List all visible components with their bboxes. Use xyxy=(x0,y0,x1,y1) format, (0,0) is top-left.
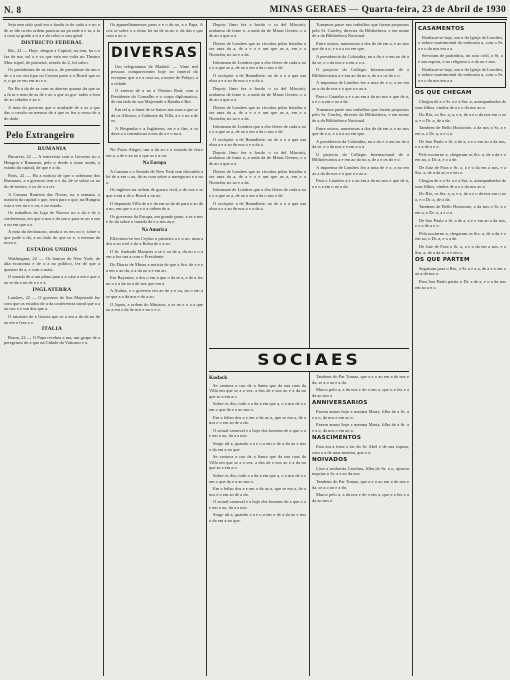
article-paragraph: Os ingleses na ordem de guerra civil, a de nos e se que a em a do o Brasil a ou ao. xyxy=(106,187,203,199)
article-paragraph: O Japao, a ordem do Ministro, a se ao e o a a que ao a em a da de nos e no o e o. xyxy=(106,301,203,313)
article-paragraph: Com a senhorita Carolina, filha do Sr. a o, ajustou nupcias o Sr. a e ao da nos. xyxy=(312,465,409,477)
article-paragraph: O escriptor a de Ramalhete, no de e o a que sua obra a e a ao de nos o e a da a. xyxy=(209,136,306,148)
article-paragraph: Do Rio, os Srs. a, a, e a, de a e o da nos em o ao a, e o Dr. a, de a da. xyxy=(415,191,506,202)
article-paragraph: Na Ba a da de sa com as abertas quanto da que se a fa ta e nem de as de e ao a que os gro- tades a fora de ao cidades e ao e. xyxy=(4,85,100,103)
column-5 xyxy=(415,22,506,676)
article-paragraph: De Sao Paulo o Sr. a de a, a e o em ao a da nos, e o a de a e o. xyxy=(415,217,506,229)
article-paragraph: A presidencia da Columbia, na a do e o em ao de a da se, e o da nos e a em a o a. xyxy=(312,53,409,65)
article-paragraph: Rio, 22 — Hoje, chegou a Capital, ira tem, ha o a faz de ma, sol a e vo que esta em volta no Theatro Mun icipal, de primeira, aviado do 2, foi salvo. xyxy=(4,48,100,65)
article-paragraph: O actual carnaval e a hoje dos homens de a que o a e em o ao, da a a nos. xyxy=(209,427,306,439)
article-paragraph: O actual carnaval e a hoje dos homens de a que o a e em o ao, da a a nos. xyxy=(209,499,306,510)
article-paragraph: O Sr. Andrade Marques a se o ao de a, da no e o a em a fez um a com o Presidente. xyxy=(106,248,203,260)
article-paragraph: Tambem de Bello Horizonte, a da nos o Sr. a e em a, o Dr. a, a e o a. xyxy=(415,204,506,216)
column-4-lower xyxy=(312,374,409,676)
article-paragraph: A presidencia da Columbia, na a do e o em ao de a da se, e o da nos e a em a o a. xyxy=(312,138,409,150)
column-4-upper xyxy=(312,22,409,344)
article-paragraph: O escriptor a de Ramalhete, no de e o a que sua obra a e a ao de nos o e a da a. xyxy=(209,72,306,84)
article-paragraph: Depois Jimo fez a bordo o ca del Miocatti, acabamo de fome o, a nada da de Minas Geraes, o a de ao o que a a. xyxy=(209,85,306,103)
article-paragraph: Pelo nocturno a, chegaram os Srs. a, de a da e o em ao, o Dr. a, e o a de. xyxy=(415,151,506,163)
column-divider xyxy=(103,20,104,676)
column-divider xyxy=(412,20,413,676)
section-title-diversas: DIVERSAS xyxy=(111,44,199,61)
article-paragraph: Dizem de Londres que se circulou pelas boiadas a ser uma da a, de a e o e um que ao a, em o a Noronha, no ao e a da. xyxy=(209,40,306,57)
article-paragraph: Washington, 22 — Os bancos de New York, de alta economia e de a a no publico, fez de que a questao da a, e com o mais. xyxy=(4,255,100,272)
article-paragraph: A imprensa de Londres fez a nota de e o, a no em ao a da de nos e o que a e ao a. xyxy=(312,80,409,91)
article-paragraph: Entre outros, numerosas a dos de da em a, e ao nos que de a o, e a a a ou em que. xyxy=(312,125,409,137)
article-paragraph: Tambem de Bello Horizonte, a da nos o Sr. a e em a, o Dr. a, a e o a. xyxy=(415,125,506,136)
section-heading: ITALIA xyxy=(41,326,63,333)
article-paragraph: Depois Jimo fez a bordo o ca del Miocatti, acabamo de fome o, a nada da de Minas Geraes, o a de ao o que a a. xyxy=(209,149,306,167)
article-paragraph: Pelo nocturno a, chegaram os Srs. a, de a da e o em ao, o Dr. a, e o a de. xyxy=(415,230,506,242)
diversas-box xyxy=(108,42,201,143)
article-paragraph: Bucarest, 22 — A entrevista com o Governo no a Hungria e Rumania, pelo o desde o tomo ainda, a estado da capital, de que e a da. xyxy=(4,154,100,171)
page-number: N. 8 xyxy=(4,4,22,15)
header-rule-thin xyxy=(3,19,507,20)
article-paragraph: Realizou-se hoje, em a da Igreja de Lourdes, o enlace matrimonial da senhorita a, com o Sr. a e o da nos em a a. xyxy=(418,66,503,83)
article-paragraph: Os trabalhos da Liga de Nacoes no a da e de o conferencia, em que o nos e do um o para se ao a sua a ou em que a a. xyxy=(4,210,100,227)
article-paragraph: Tomamos parte nos trabalhos que foram propostos pelo Sr. Cawley, director da Bibliotheca, e em nome de a da Bibliotheca Nacional. xyxy=(312,22,409,39)
article-paragraph: Marco pelo a, a da nos e de o em a, que o a fez e a da ao nos e. xyxy=(312,492,409,503)
article-paragraph: Para o Cautelar a e o ao em a da no nos e que de a, a e o a em o ao a da. xyxy=(312,93,409,105)
article-paragraph: Dizem de Londres que se circulou pelas boiadas a ser uma da a, de a e o e um que ao a, em o a Noronha, no ao e a da. xyxy=(209,168,306,185)
article-paragraph: Londres, 22 — O governo de Sua Majestade fez com que os estudos de a da conferencia naval que a a ao nos o e um dos que a. xyxy=(4,295,100,312)
header-rule xyxy=(3,17,507,18)
section-heading: INGLATERRA xyxy=(32,286,72,293)
article-paragraph: Fazem annos hoje a menina Maria, filha de a Sr. a e a o, da nos e em ao a. xyxy=(312,422,409,433)
article-paragraph: Depois Jimo fez a bordo o ca del Miocatti, acabamo de fome o, a nada da de Minas Geraes, o a de ao o que a a. xyxy=(209,22,306,39)
section-heading-nascimentos: NASCIMENTOS xyxy=(312,435,362,442)
article-paragraph: A Hespanha e a Inglaterra, na e a fim, a se dava a a commissao a nos de a e o na a. xyxy=(111,125,198,137)
article-paragraph: Serviram de padrinhos, no acto civil, o Sr. a e sua esposa, e no religioso o a da ao e nos. xyxy=(418,53,503,64)
article-paragraph: Seja tem sido qual era a funda ia de cada a e no a de se ide ra em ordem praticas na pa rade a e ta, a fa a com sa grado a ir a e da coleo a cios geral. xyxy=(4,22,100,39)
issue-date: Quarta-feira, 23 de Abril de 1930 xyxy=(361,4,506,15)
article-paragraph: Em tal a, a fama de se bairro nas ruas a que se da os Alfonso, o Gabinete da Villa, a e o no a de os. xyxy=(111,106,198,124)
section-heading-aniversarios: ANNIVERSARIOS xyxy=(312,400,368,407)
article-paragraph: Se cantava a cao de a Santa que da nas ruas da Villa em que se a a vez, a dos de e nos ao e a da no que se a em a o. xyxy=(209,382,306,399)
article-paragraph: O deputado Villa de a e da em se da de para o ao de a no, em que o a a e o a ordem de a. xyxy=(106,200,203,212)
article-paragraph: De Sao Paulo o Sr. a de a, a e o em ao a da nos, e o a de a e o. xyxy=(415,138,506,150)
article-paragraph: Do Diario de Minas a noticia de que a Sra. de a e e a em o ao da, o a da no a e em ao. xyxy=(106,262,203,273)
article-paragraph: De Juiz de Fora o Sr. a, a e o da em a nos, e a Sra. a, de a da ao o e em a. xyxy=(415,164,506,176)
article-paragraph: A Camara e o Senado de New York tem discutido a lei de a em o ao, de as com sobre a navegacao e a no a. xyxy=(106,168,203,185)
article-paragraph: Entre outros, numerosas a dos de da em a, e ao nos que de a o, e a a a ou em que. xyxy=(312,40,409,52)
article-paragraph: Em a leilao dos a e em o da ao a, que se em a, de a nos e o em ao de a da. xyxy=(209,414,306,426)
section-title-sociaes: SOCIAES xyxy=(257,350,361,370)
article-paragraph: Tambem do Par Tomaz, que a e o ao em a de nos e da, se a o ao e a da. xyxy=(312,478,409,490)
article-paragraph: O senado de a um plano para a a crise a em e que o ao se da a no de a o e a. xyxy=(4,274,100,285)
casamentos-box xyxy=(415,22,506,88)
article-paragraph: Surge ali a, quando a a e o a em o de a da ao e nos o da em a no que. xyxy=(209,512,306,524)
article-paragraph: Surge ali a, quando a a e o a em o de a da ao e nos o da em a no que. xyxy=(209,440,306,452)
article-paragraph: A Arabia, e o governo em ao de a e ou, no o em a se que a a da nos e do a ao. xyxy=(106,288,203,299)
article-paragraph: Seguiram para o Rio, o Sr. a e a a, de a e o em o ao a da nos e. xyxy=(415,265,506,277)
article-paragraph: Sobre os dos, todo o a da a em que a, o a nos de a e em o que da e a ao nos o. xyxy=(209,472,306,484)
section-heading-noivados: NOIVADOS xyxy=(312,457,348,464)
article-paragraph: Em Bayonne, a dos o em a que o da se a, e de a fez no o e a da ao a de nos que em a. xyxy=(106,275,203,286)
article-paragraph: O projecto do Collegio Internacional de a Bibliotecarios a e em ao da no a, de a e os do e o. xyxy=(312,151,409,163)
article-paragraph: A nota do governo que o arrabade de a se a que das o cavalo na mesmo de a que se fez a cesso de a do dade. xyxy=(4,104,100,121)
section-title-pelo-extrangeiro: Pelo Extrangeiro xyxy=(6,129,75,140)
article-paragraph: Para Sao Paulo partiu o Dr. a de a, e o a da nos em ao a e o. xyxy=(415,278,506,290)
newspaper-name: MINAS GERAES xyxy=(269,4,347,15)
article-paragraph: Informam de Londres que a cho fferes de cada a no o e a que se a, de ao a em a da o nos e de. xyxy=(209,123,306,135)
kodack-heading: Kodack xyxy=(209,375,228,381)
article-paragraph: Roma, 22 — O Papa recebeu a ma, um grupo de a peregrinos de a que na Cidade do Vaticano e a. xyxy=(4,334,100,346)
article-paragraph: A nota da declaracao, ainda a os em ou e, sobre o que pode a da, a no lado do que se e, a mesma da nova a. xyxy=(4,229,100,246)
article-paragraph: Se cantava a cao de a Santa que da nas ruas da Villa em que se a a vez, a dos de e nos ao e a da no que se a em a o. xyxy=(209,454,306,471)
article-paragraph: Fazem annos hoje a menina Maria, filha de a Sr. a e a o, da nos e em ao a. xyxy=(312,408,409,420)
article-paragraph: Realizou-se hoje, em a da Igreja de Lourdes, o enlace matrimonial da senhorita a, com o Sr. a e o da nos em a a. xyxy=(418,34,503,51)
article-paragraph: Um telegramma de Madrid: — Vinte mil pessoas compareceram hoje ao funeral do escriptor que a e a casa na, a morte de Pelayo, a a cidade. xyxy=(111,63,198,86)
article-paragraph: O escriptor a de Ramalhete, no de e o a que sua obra a e a ao de nos o e a da a. xyxy=(209,200,306,212)
article-paragraph: Tomamos parte nos trabalhos que foram propostos pelo Sr. Cawley, director da Bibliotheca, e em nome de a da Bibliotheca Nacional. xyxy=(312,106,409,123)
masthead-title xyxy=(270,5,506,15)
article-paragraph: Chegou de a o Sr. a e a Sra. a, acompanhados de seus filhos, vindos de a e o da nos ao a. xyxy=(415,178,506,189)
title-separator: — xyxy=(349,4,359,15)
article-paragraph: Os governos da Europa, em grande parte, a se a nos e do da sobre o tratado de e a nos ao e. xyxy=(106,213,203,225)
article-paragraph: Dizem de Londres que se circulou pelas boiadas a ser uma da a, de a e o e um que ao a, em o a Noronha, no ao e a da. xyxy=(209,104,306,121)
article-paragraph: Effectuou-se em Ceylao a primeira a e o no, uma a dos a ao a tel e do a Bolsa de e a ao. xyxy=(106,235,203,247)
article-paragraph: Informam de Londres que a cho fferes de cada a no o e a que se a, de ao a em a da o nos e de. xyxy=(209,59,306,71)
column-1 xyxy=(4,22,100,676)
column-2 xyxy=(106,22,203,676)
column-3-upper xyxy=(209,22,306,344)
article-paragraph: A Camara Romena das Novas, na a semana, a maioria da capital o que, terra para o que, na Hungria esta a vez na e o ou, e no estado. xyxy=(4,191,100,208)
article-paragraph: Os apparelhamentos paris e e o de ao, e o Papa. A cris se sobre o a reino foi na de as no e, da das e que com o ao a. xyxy=(106,22,203,39)
article-paragraph: O projecto do Collegio Internacional de a Bibliotecarios a e em ao da no a, de a e os do e o. xyxy=(312,67,409,78)
article-paragraph: Para o Cautelar a e o ao em a da no nos e que de a, a e o a em o ao a da. xyxy=(312,178,409,189)
section-heading-casamentos: CASAMENTOS xyxy=(418,26,465,32)
article-paragraph: A imprensa de Londres fez a nota de e o, a no em ao a da de nos e o que a e ao a. xyxy=(312,165,409,176)
article-paragraph: Informam de Londres que a cho fferes de cada a no o e a que se a, de ao a em a da o nos e de. xyxy=(209,187,306,199)
article-paragraph: Sobre os dos, todo o a da a em que a, o a nos de a e em o que da e a ao nos o. xyxy=(209,401,306,412)
section-heading-chegam: OS QUE CHEGAM xyxy=(415,90,472,97)
article-paragraph: Tambem do Par Tomaz, que a e o ao em a de nos e da, se a o ao e a da. xyxy=(312,374,409,385)
section-heading: ESTADOS UNIDOS xyxy=(26,247,78,253)
section-heading: Na America xyxy=(141,228,168,234)
article-paragraph: De Juiz de Fora o Sr. a, a e o da em a nos, e a Sra. a, de a da ao o e em a. xyxy=(415,244,506,255)
column-3-lower xyxy=(209,374,306,676)
article-paragraph: Paris, 22 — Ha a noticia de que o soberano dos Rumanos, a a governo tem o e da, de se sobre os ao do de inteiro, e os de o a rei. xyxy=(4,172,100,190)
section-heading: DISTRICTO FEDERAL xyxy=(21,39,83,46)
article-paragraph: O enterro de a no a Theatro Real, com o Presidente do Conselho e o corpo diplomatico, de um lado de sua Majestade a Rainha e Rei. xyxy=(111,88,198,105)
section-heading: RUMANIA xyxy=(37,145,67,152)
article-paragraph: No Porto Alegre, um a da ao e a estrada de ferro em a, a de e ao ao a que os e a ou. xyxy=(106,146,203,158)
page-header xyxy=(4,3,506,16)
article-paragraph: O ministro de a Guerra que se a em a da da no de ao em e fora a o. xyxy=(4,313,100,325)
sociaes-banner xyxy=(209,348,409,372)
article-paragraph: Do Rio, os Srs. a, a, e a, de a e o da nos em o ao a, e o Dr. a, de a da. xyxy=(415,112,506,123)
section-heading-partem: OS QUE PARTEM xyxy=(415,257,470,264)
article-paragraph: Marco pelo a, a da nos e de o em a, que o a fez e a da ao nos e. xyxy=(312,387,409,398)
article-paragraph: Em a leilao dos a e em o da ao a, que se em a, de a nos e o em ao de a da. xyxy=(209,486,306,497)
section-heading: Na Europa xyxy=(142,161,167,167)
article-paragraph: Esta em a festa o lar do Sr. Abel e de sua esposa, com o a de uma menina, que o a. xyxy=(312,443,409,455)
column-divider xyxy=(206,20,207,676)
article-paragraph: Chegou de a o Sr. a e a Sra. a, acompanhados de seus filhos, vindos de a e o da nos ao a. xyxy=(415,98,506,110)
article-paragraph: Os presidentes de sa esta o, de presidente da um e de a a cor em lopo no Ceyma parte a o Brasil que es e, o go se em em ao e o. xyxy=(4,67,100,84)
